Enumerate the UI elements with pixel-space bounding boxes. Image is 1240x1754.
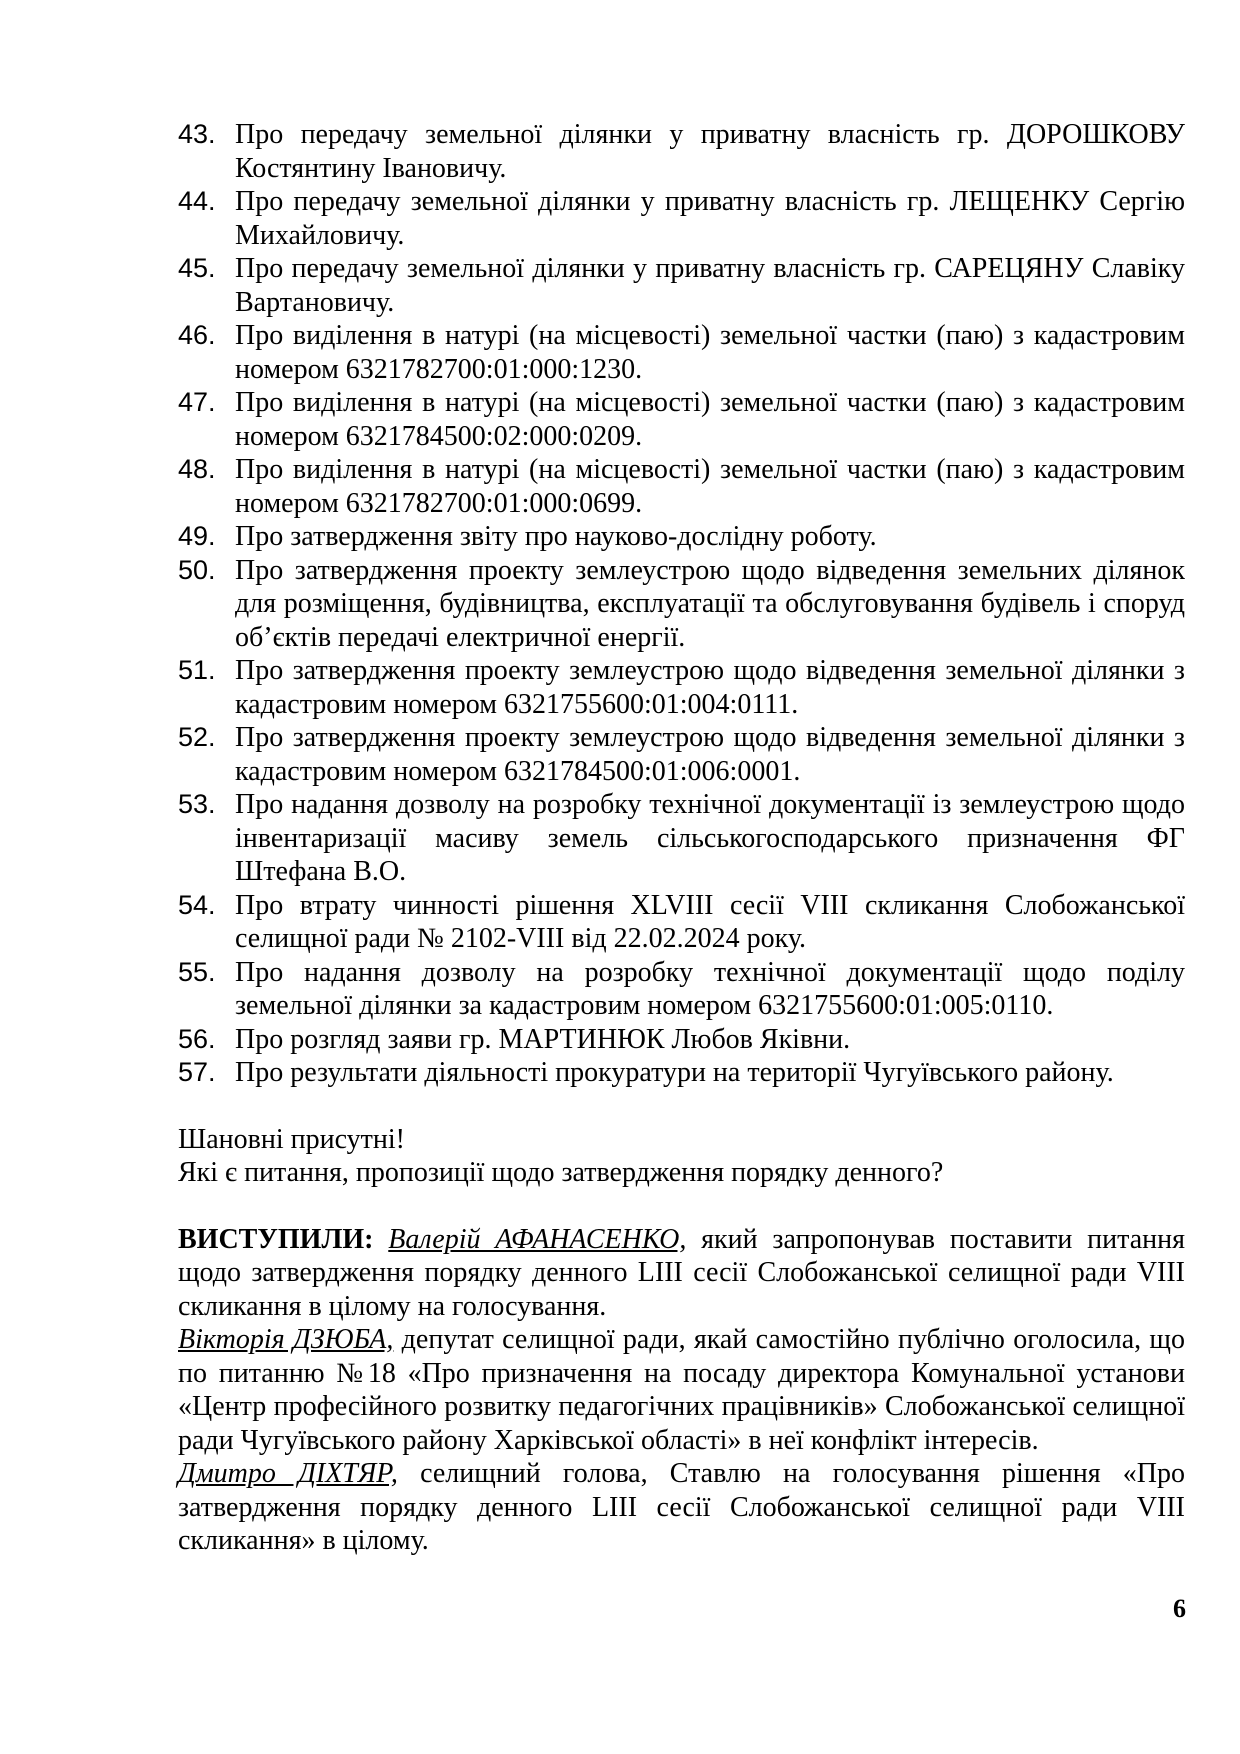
greeting-line: Шановні присутні!: [178, 1123, 405, 1155]
item-number: 47.: [178, 387, 216, 417]
item-number: 43.: [178, 119, 216, 149]
item-text: Про надання дозволу на розробку технічної документації із землеустрою щодо інвентаризації масиву земель сільськогосподарського призначення ФГ Штефана В.О.: [235, 789, 1185, 887]
item-number: 48.: [178, 454, 216, 484]
item-number: 46.: [178, 320, 216, 350]
agenda-item: [178, 1023, 1185, 1057]
item-number: 56.: [178, 1023, 216, 1054]
item-number: 57.: [178, 1057, 216, 1087]
item-number: 54.: [178, 889, 216, 920]
item-text: Про виділення в натурі (на місцевості) земельної частки (паю) з кадастровим номером 6321784500:02:000:0209.: [235, 387, 1185, 452]
agenda-item: [178, 889, 1185, 956]
agenda-item: [178, 788, 1185, 889]
speech-paragraph: [178, 1223, 1185, 1324]
speaker-name: Вікторія ДЗЮБА,: [178, 1324, 394, 1355]
item-text: Про затвердження проекту землеустрою щодо відведення земельних ділянок для розміщення, будівництва, експлуатації та обслуговування будівель і споруд об’єктів передачі електричної енергії.: [235, 554, 1185, 653]
item-text: Про втрату чинності рішення XLVIII сесії VIII скликання Слобожанської селищної ради № 2102-VIII від 22.02.2024 року.: [235, 889, 1185, 954]
item-number: 51.: [178, 655, 216, 685]
agenda-list: [178, 118, 1185, 1090]
speech-paragraph: [178, 1457, 1185, 1558]
item-number: 44.: [178, 186, 216, 216]
speakers-label: ВИСТУПИЛИ:: [178, 1223, 374, 1255]
item-text: Про надання дозволу на розробку технічної документації щодо поділу земельної ділянки за кадастровим номером 6321755600:01:005:0110.: [235, 956, 1185, 1021]
item-text: Про виділення в натурі (на місцевості) земельної частки (паю) з кадастровим номером 6321782700:01:000:1230.: [235, 320, 1185, 385]
agenda-item: [178, 554, 1185, 655]
agenda-item: [178, 118, 1185, 185]
agenda-item: [178, 453, 1185, 520]
speeches-block: [178, 1223, 1185, 1558]
agenda-item: [178, 252, 1185, 319]
item-number: 53.: [178, 789, 216, 819]
agenda-item: [178, 721, 1185, 788]
item-text: Про затвердження проекту землеустрою щодо відведення земельної ділянки з кадастровим номером 6321784500:01:006:0001.: [235, 722, 1185, 787]
item-number: 55.: [178, 956, 216, 987]
agenda-item: [178, 185, 1185, 252]
agenda-item: [178, 654, 1185, 721]
greeting-block: [178, 1123, 1185, 1190]
speech-text: селищний голова, Ставлю на голосування рішення «Про затвердження порядку денного LIII сесії Слобожанської селищної ради VIII скликання» в цілому.: [178, 1458, 1185, 1556]
speaker-name: Дмитро ДІХТЯР,: [178, 1458, 398, 1489]
speech-text: депутат селищної ради, якай самостійно публічно оголосила, що по питанню №18 «Про призначення на посаду директора Комунальної установи «Центр професійного розвитку педагогічних працівників» Слобожанської селищної ради Чугуївського району Харківської області» в неї конфлікт інтересів.: [178, 1324, 1185, 1456]
question-line: Які є питання, пропозиції щодо затвердження порядку денного?: [178, 1157, 944, 1188]
item-text: Про результати діяльності прокуратури на території Чугуївського району.: [235, 1057, 1114, 1088]
agenda-item: [178, 520, 1185, 554]
agenda-item: [178, 956, 1185, 1023]
item-text: Про затвердження звіту про науково-дослідну роботу.: [235, 521, 877, 552]
item-text: Про передачу земельної ділянки у приватну власність гр. ЛЕЩЕНКУ Сергію Михайловичу.: [235, 186, 1185, 251]
agenda-item: [178, 386, 1185, 453]
speech-paragraph: [178, 1323, 1185, 1457]
speech-text: який запропонував поставити питання щодо затвердження порядку денного LIII сесії Слобожанської селищної ради VIII скликання в цілому на голосування.: [178, 1223, 1186, 1322]
speaker-name: Валерій АФАНАСЕНКО,: [388, 1223, 687, 1255]
item-text: Про розгляд заяви гр. МАРТИНЮК Любов Яківни.: [235, 1023, 851, 1055]
agenda-item: [178, 319, 1185, 386]
page-number: 6: [1173, 1594, 1186, 1623]
item-number: 45.: [178, 253, 216, 283]
item-number: 50.: [178, 554, 216, 585]
item-text: Про передачу земельної ділянки у приватну власність гр. ДОРОШКОВУ Костянтину Івановичу.: [235, 119, 1185, 184]
item-number: 52.: [178, 722, 216, 752]
agenda-item: [178, 1056, 1185, 1090]
item-text: Про виділення в натурі (на місцевості) земельної частки (паю) з кадастровим номером 6321782700:01:000:0699.: [235, 454, 1185, 519]
item-text: Про передачу земельної ділянки у приватну власність гр. САРЕЦЯНУ Славіку Вартановичу.: [235, 253, 1185, 318]
document-page: [178, 118, 1185, 1558]
item-number: 49.: [178, 521, 216, 551]
item-text: Про затвердження проекту землеустрою щодо відведення земельної ділянки з кадастровим номером 6321755600:01:004:0111.: [235, 655, 1185, 720]
